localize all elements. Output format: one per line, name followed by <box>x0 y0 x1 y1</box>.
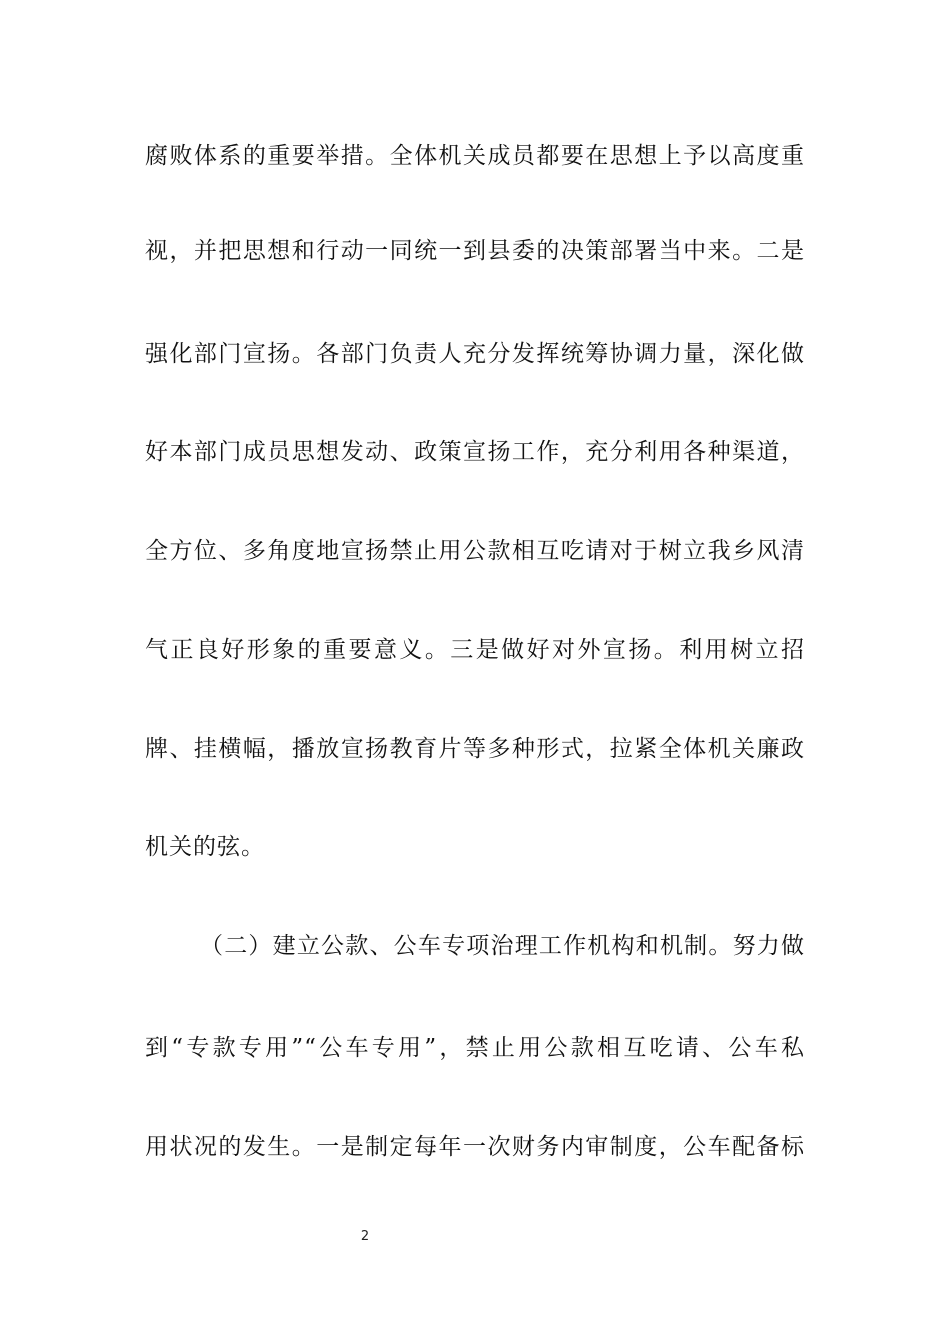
body-text-line: 好本部门成员思想发动、政策宣扬工作，充分利用各种渠道， <box>145 439 805 465</box>
section-heading-line: （二）建立公款、公车专项治理工作机构和机制。努力做 <box>200 933 805 959</box>
body-text-line: 机关的弦。 <box>145 834 265 860</box>
body-text-line: 气正良好形象的重要意义。三是做好对外宣扬。利用树立招 <box>145 637 805 663</box>
body-text-line: 视，并把思想和行动一同统一到县委的决策部署当中来。二是 <box>145 238 805 264</box>
body-text-line: 牌、挂横幅，播放宣扬教育片等多种形式，拉紧全体机关廉政 <box>145 736 805 762</box>
body-text-line: 全方位、多角度地宣扬禁止用公款相互吃请对于树立我乡风清 <box>145 538 805 564</box>
body-text-line: 到“专款专用”“公车专用”，禁止用公款相互吃请、公车私 <box>145 1035 805 1061</box>
body-text-line: 强化部门宣扬。各部门负责人充分发挥统筹协调力量，深化做 <box>145 341 805 367</box>
body-text-line: 用状况的发生。一是制定每年一次财务内审制度，公车配备标 <box>145 1134 805 1160</box>
page-number: 2 <box>360 1229 370 1244</box>
body-text-line: 腐败体系的重要举措。全体机关成员都要在思想上予以高度重 <box>145 143 805 169</box>
